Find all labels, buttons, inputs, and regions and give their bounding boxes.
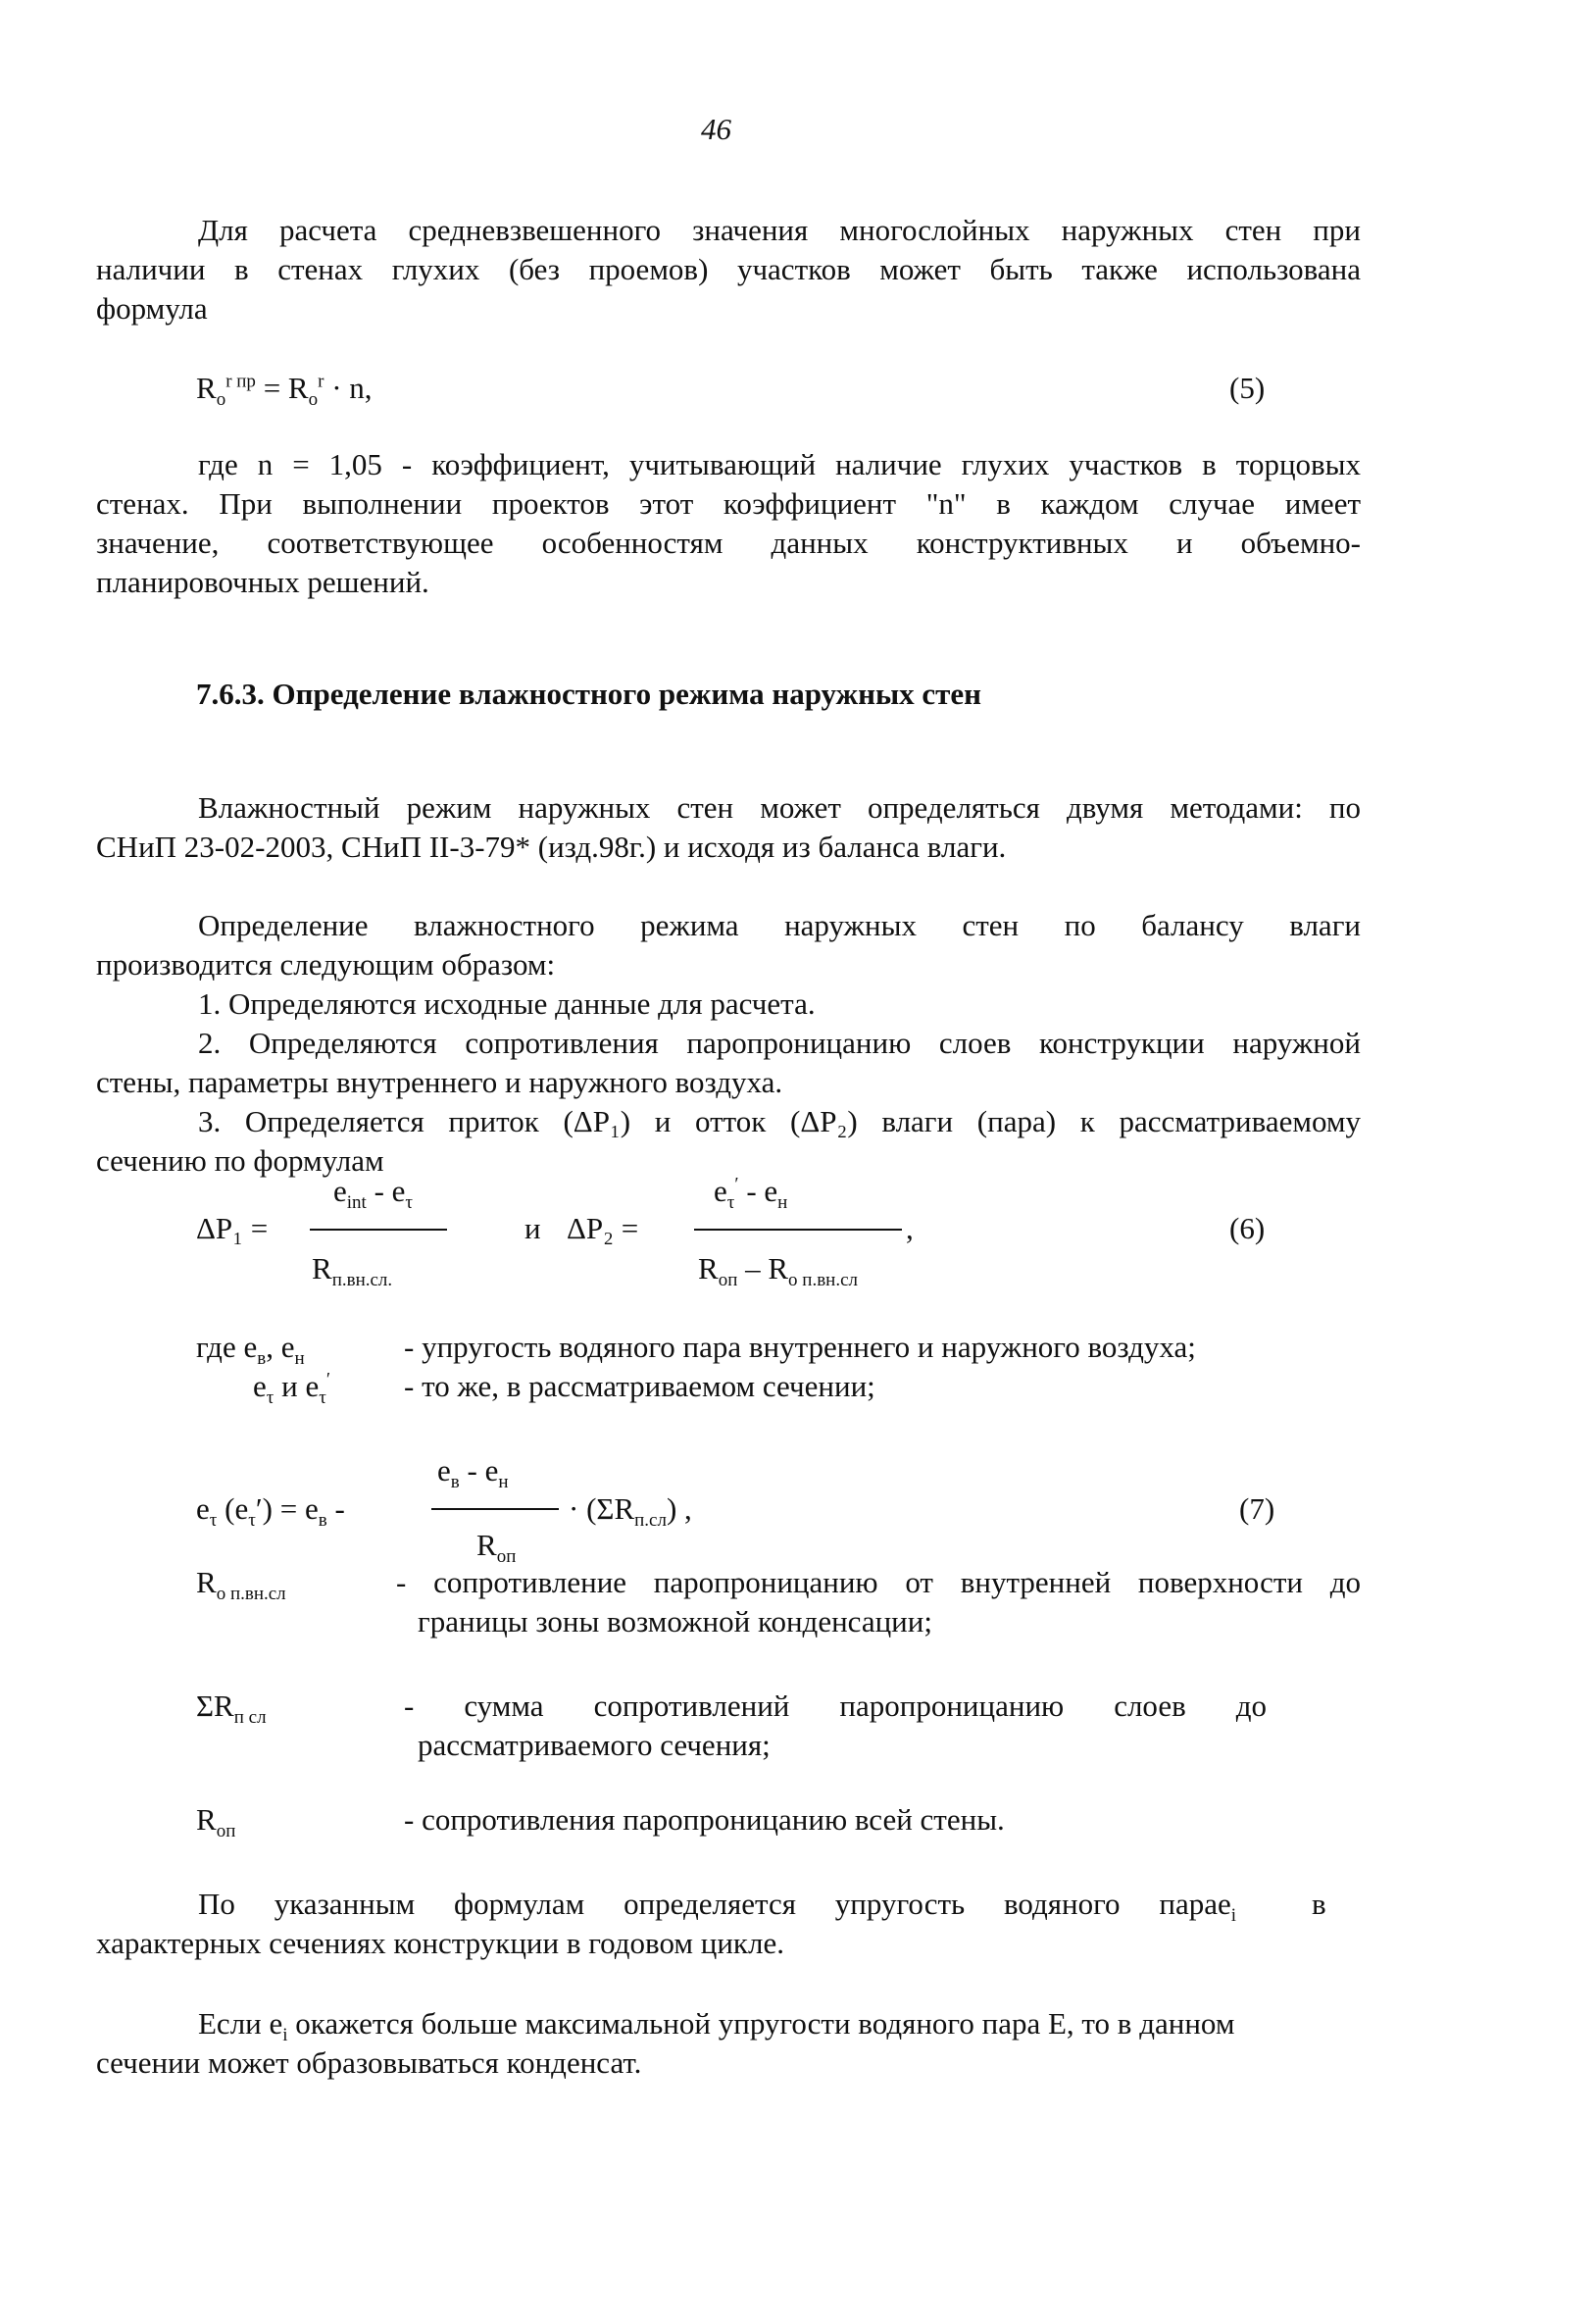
def-2-symbol: $\Sigma R_{п сл}$: [196, 1689, 267, 1729]
intro-line-3: формула: [96, 291, 208, 326]
methods-line-2: СНиП 23-02-2003, СНиП II-3-79* (изд.98г.) и исходя из баланса влаги.: [96, 830, 1007, 864]
formula-7-numerator: $e_в - e_н$: [437, 1453, 509, 1493]
def-3-symbol: $R_{оп}$: [196, 1802, 236, 1842]
balance-line-2: производится следующим образом:: [96, 947, 556, 982]
def-1-desc-2: границы зоны возможной конденсации;: [418, 1604, 932, 1638]
formula-7-number: (7): [1239, 1491, 1275, 1526]
def-2-desc-1: - сумма сопротивлений паропроницанию слоев до: [404, 1689, 1267, 1723]
def-3-desc-1: - сопротивления паропроницанию всей стены.: [404, 1802, 1005, 1837]
n-note-line-4: планировочных решений.: [96, 565, 429, 599]
intro-line-1: Для расчета средневзвешенного значения многослойных наружных стен при: [198, 213, 1361, 247]
step-1: 1. Определяются исходные данные для расчета.: [198, 986, 816, 1021]
methods-line-1: Влажностный режим наружных стен может определяться двумя методами: по: [198, 790, 1361, 825]
formula-7-lhs: $e_\tau$ $(e_\tau') = e_в$ -: [196, 1491, 345, 1532]
n-note-line-1: где n = 1,05 - коэффициент, учитывающий наличие глухих участков в торцовых: [198, 447, 1361, 481]
where-e-symbols-2: $e_\tau$ и $e_\tau'$: [253, 1369, 331, 1409]
balance-line-1: Определение влажностного режима наружных стен по балансу влаги: [198, 908, 1361, 942]
step-2-line-1: 2. Определяются сопротивления паропроницанию слоев конструкции наружной: [198, 1026, 1361, 1060]
where-e-symbols-1: где $e_в$, $e_н$: [196, 1330, 305, 1370]
formula-6-fraction-bar-2: [694, 1229, 902, 1231]
formula-6-denominator-1: $R_{п.вн.сл.}$: [312, 1251, 393, 1291]
formula-7-rest: · $(\Sigma R_{п.сл})$ ,: [569, 1491, 692, 1532]
formula-6-numerator-2: $e_\tau' - e_н$: [714, 1174, 788, 1214]
formula-6-numerator-1: $e_{int} - e_\tau$: [333, 1174, 414, 1214]
formula-6-number: (6): [1229, 1211, 1266, 1245]
def-1-symbol: $R_{о п.вн.сл}$: [196, 1565, 286, 1605]
formula-6-fraction-bar-1: [310, 1229, 447, 1231]
intro-line-2: наличии в стенах глухих (без проемов) участков может быть также использована: [96, 252, 1361, 286]
closing-2-line-1: Если $e_i$ окажется больше максимальной упругости водяного пара Е, то в данном: [198, 2006, 1235, 2046]
step-2-line-2: стены, параметры внутреннего и наружного воздуха.: [96, 1065, 783, 1099]
step-3-line-1: 3. Определяется приток (ΔP₁) и отток (ΔP₂) влаги (пара) к рассматриваемому: [198, 1104, 1361, 1138]
n-note-line-3: значение, соответствующее особенностям данных конструктивных и объемно-: [96, 526, 1361, 560]
where-e-desc-2: - то же, в рассматриваемом сечении;: [404, 1369, 875, 1403]
closing-1-line-1: По указанным формулам определяется упругость водяного параe$_i$ в: [198, 1887, 1326, 1927]
page-number: 46: [701, 112, 731, 146]
step-3-line-2: сечению по формулам: [96, 1143, 384, 1178]
formula-6-and: и: [524, 1211, 541, 1245]
formula-5-number: (5): [1229, 371, 1266, 405]
formula-6-lhs-1: ΔP₁ =: [196, 1211, 269, 1245]
formula-6-denominator-2: $R_{оп} - R_{о п.вн.сл}$: [698, 1251, 859, 1291]
formula-5: $R_o^{r пр} = R_o^r \cdot n$,: [196, 371, 373, 411]
formula-7-denominator: $R_{оп}$: [476, 1528, 517, 1568]
formula-6-lhs-2: ΔP₂ =: [567, 1211, 639, 1245]
section-heading: 7.6.3. Определение влажностного режима наружных стен: [196, 677, 982, 711]
n-note-line-2: стенах. При выполнении проектов этот коэффициент "n" в каждом случае имеет: [96, 486, 1361, 521]
formula-6-comma: ,: [906, 1211, 914, 1245]
closing-2-line-2: сечении может образовываться конденсат.: [96, 2045, 642, 2080]
def-2-desc-2: рассматриваемого сечения;: [418, 1728, 771, 1762]
where-e-desc-1: - упругость водяного пара внутреннего и наружного воздуха;: [404, 1330, 1196, 1364]
formula-7-fraction-bar: [431, 1508, 559, 1510]
closing-1-line-2: характерных сечениях конструкции в годовом цикле.: [96, 1926, 784, 1960]
def-1-desc-1: - сопротивление паропроницанию от внутренней поверхности до: [396, 1565, 1361, 1599]
